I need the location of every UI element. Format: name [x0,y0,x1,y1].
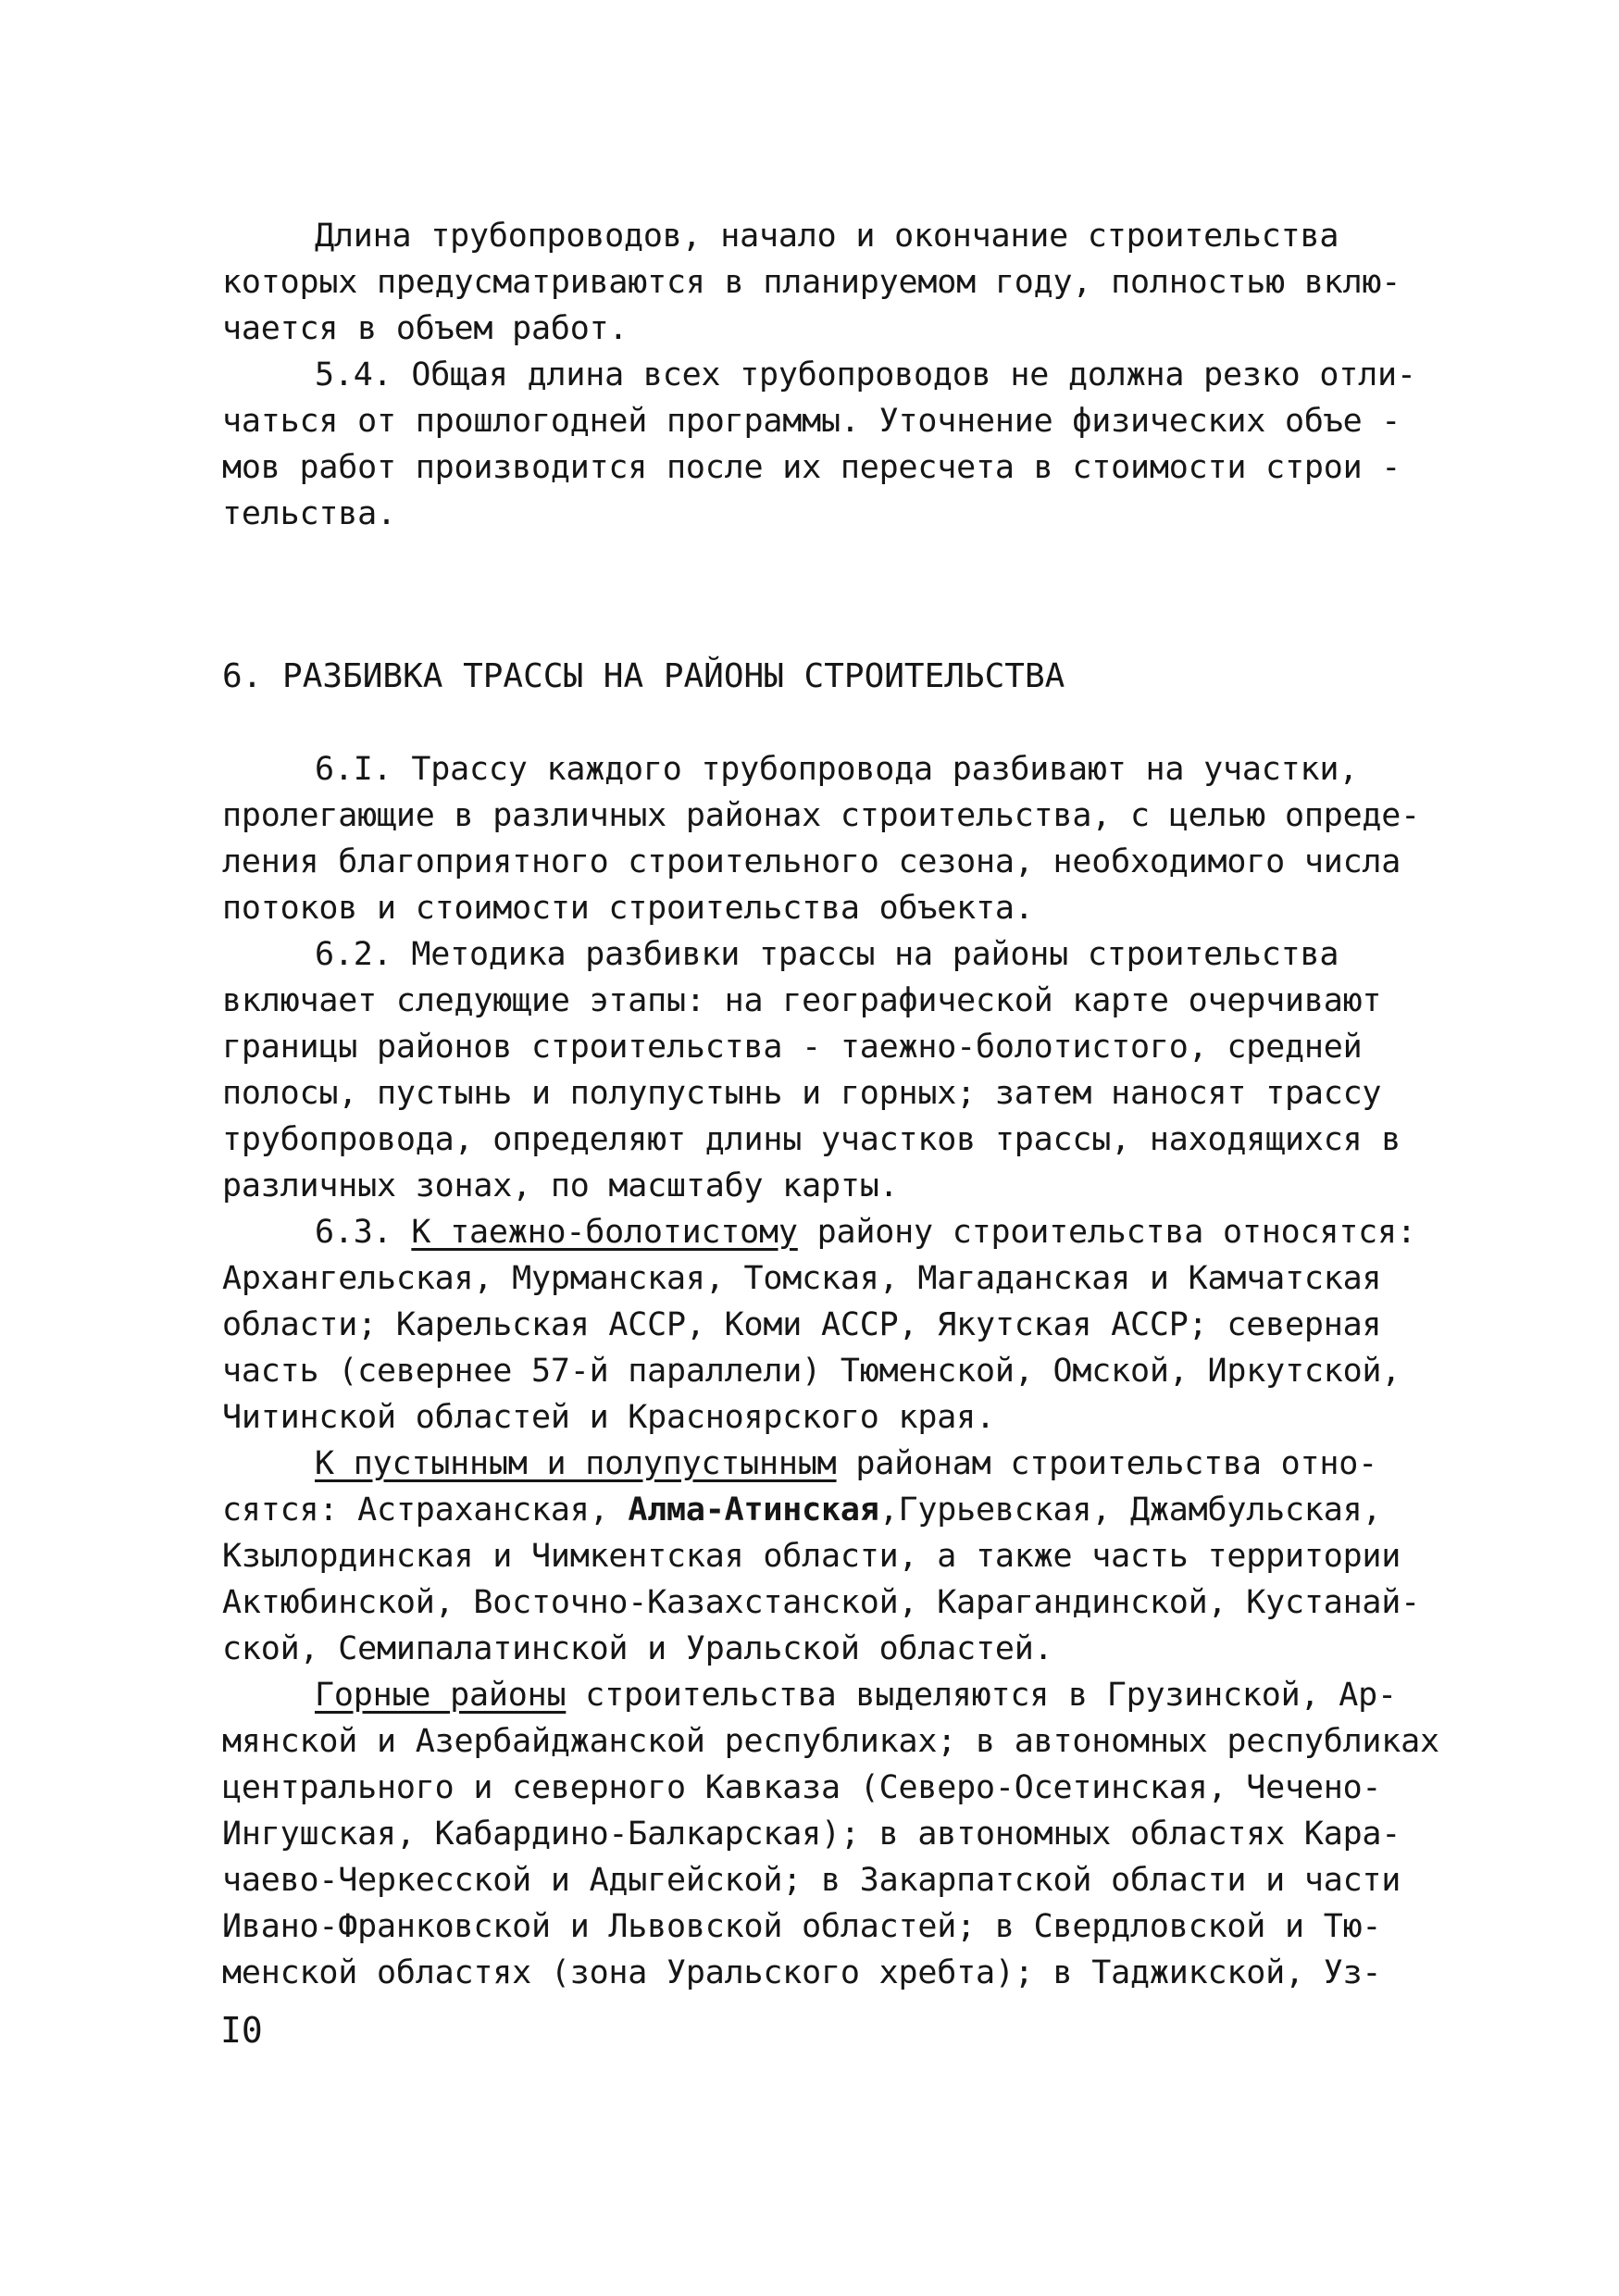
text-run: ,Гурьевская, Джамбульская, [878,1491,1382,1529]
text-line: Ингушская, Кабардино-Балкарская); в автономных областях Кара- [222,1816,1401,1853]
text-line: Актюбинской, Восточно-Казахстанской, Карагандинской, Кустанай- [222,1584,1421,1621]
text-line: Кзылординская и Чимкентская области, а также часть территории [222,1538,1401,1575]
text-line: тельства. [222,495,396,532]
text-line: различных зонах, по масштабу карты. [222,1167,899,1204]
page-number: I0 [220,2010,263,2051]
text-line: чаево-Черкесской и Адыгейской; в Закарпатской области и части [222,1862,1401,1899]
text-line: включает следующие этапы: на географической карте очерчивают [222,982,1382,1019]
text-line: Длина трубопроводов, начало и окончание строительства [315,218,1339,255]
text-line [222,1487,1426,1533]
underlined-term: К пустынным и полупустынным [315,1445,837,1482]
text-line: области; Карельская АССР, Коми АССР, Якутская АССР; северная [222,1306,1382,1343]
text-line: часть (севернее 57-й параллели) Тюменской, Омской, Иркутской, [222,1353,1401,1390]
text-run: району строительства относятся: [797,1214,1416,1251]
text-line: пролегающие в различных районах строительства, с целью опреде- [222,797,1421,834]
text-line: менской областях (зона Уральского хребта); в Таджикской, Уз- [222,1954,1382,1991]
bold-term: Алма-Атинская [628,1491,879,1529]
text-line: Читинской областей и Красноярского края. [222,1399,995,1436]
intro-paragraphs [222,213,1426,537]
text-line: полосы, пустынь и полупустынь и горных; затем наносят трассу [222,1075,1382,1112]
text-line: границы районов строительства - таежно-болотистого, средней [222,1029,1363,1066]
text-line [222,1209,1426,1255]
text-run: районам строительства отно- [836,1445,1377,1482]
text-line: ской, Семипалатинской и Уральской областей. [222,1630,1053,1667]
text-line: 6.I. Трассу каждого трубопровода разбивают на участки, [315,751,1359,788]
text-line: чается в объем работ. [222,310,629,347]
section-paragraphs-6-3 [222,1209,1439,1996]
text-line: трубопровода, определяют длины участков трассы, находящихся в [222,1121,1401,1158]
text-line: центрального и северного Кавказа (Северо-Осетинская, Чечено- [222,1769,1382,1806]
text-line: ления благоприятного строительного сезона, необходимого числа [222,843,1401,880]
text-run: сятся: Астраханская, [222,1491,629,1529]
text-line: Архангельская, Мурманская, Томская, Магаданская и Камчатская [222,1260,1382,1297]
text-line: 5.4. Общая длина всех трубопроводов не должна резко отли- [315,356,1416,393]
text-line: Ивано-Франковской и Львовской областей; в Свердловской и Тю- [222,1908,1382,1945]
text-line: 6.2. Методика разбивки трассы на районы строительства [315,936,1339,973]
text-line: потоков и стоимости строительства объекта. [222,890,1034,927]
paragraph-number: 6.3. [315,1214,412,1251]
text-line: мянской и Азербайджанской республиках; в автономных республиках [222,1723,1439,1760]
text-line: мов работ производится после их пересчета в стоимости строи - [222,449,1401,486]
underlined-term: К таежно-болотистому [411,1214,798,1251]
section-paragraphs-6-1-6-2 [222,746,1426,1209]
text-line: которых предусматриваются в планируемом году, полностью вклю- [222,264,1401,301]
text-line: чаться от прошлогодней программы. Уточнение физических объе - [222,403,1401,440]
text-run: строительства выделяются в Грузинской, Ар- [566,1677,1397,1714]
section-heading: 6. РАЗБИВКА ТРАССЫ НА РАЙОНЫ СТРОИТЕЛЬСТВА [222,657,1065,695]
text-line [222,1441,1426,1487]
text-line [222,1672,1426,1718]
underlined-term: Горные районы [315,1677,567,1714]
